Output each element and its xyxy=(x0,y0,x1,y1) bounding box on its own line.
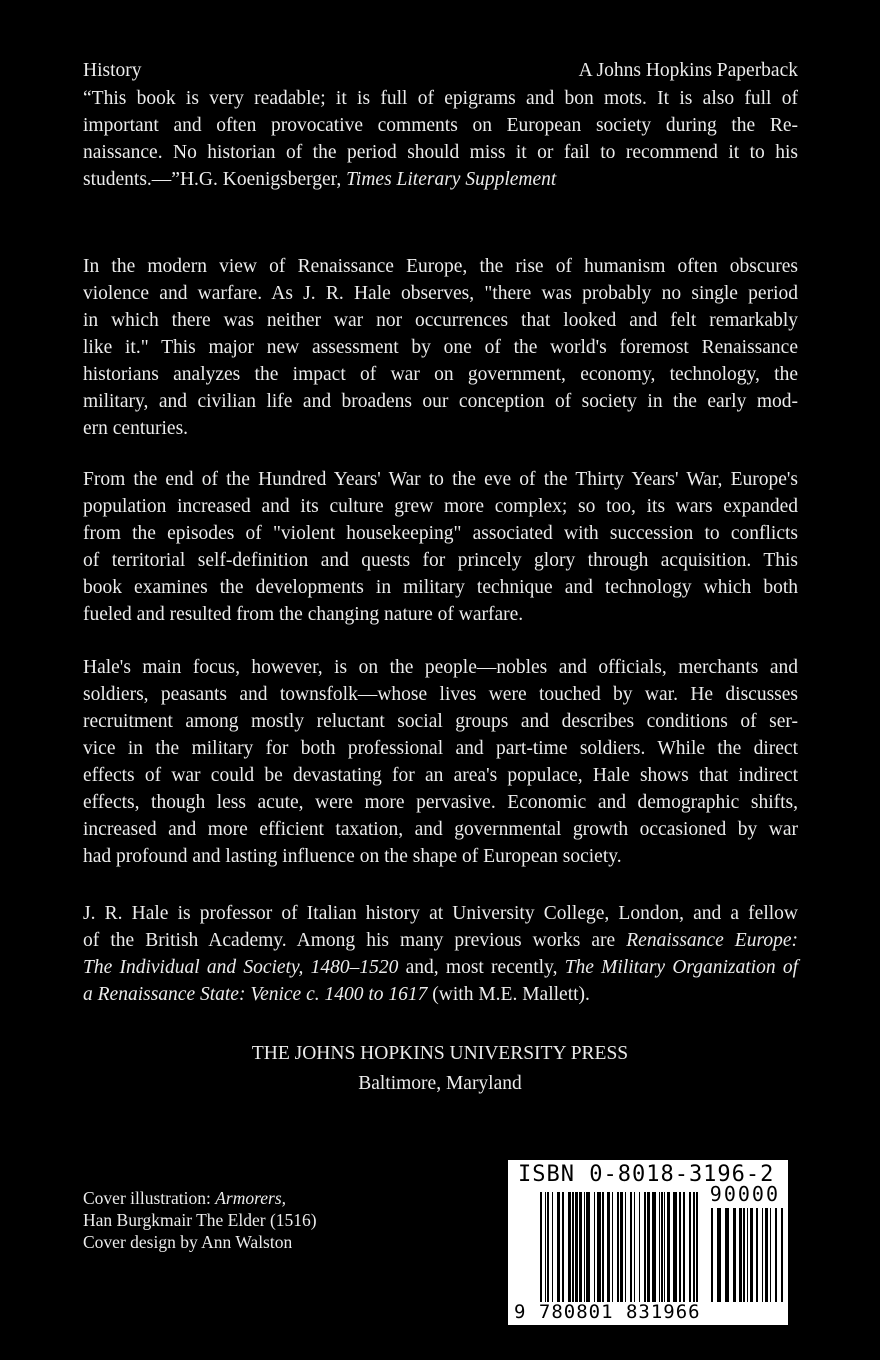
illustration-artist: Han Burgkmair The Elder (1516) xyxy=(83,1210,317,1230)
ean-number: 9 780801 831966 xyxy=(514,1301,701,1323)
paragraph-line: effects, though less acute, were more pervasive. Economic and demographic shifts, xyxy=(83,792,798,813)
barcode-bar xyxy=(562,1192,564,1302)
paragraph-line: had profound and lasting influence on the shape of European society. xyxy=(83,846,622,867)
paragraph-line: of territorial self-definition and quests for princely glory through acquisition. This xyxy=(83,550,798,571)
barcode-bar xyxy=(664,1192,665,1302)
barcode-bar xyxy=(617,1192,619,1302)
quote-line: “This book is very readable; it is full of epigrams and bon mots. It is also full of xyxy=(83,88,798,109)
barcode-bar xyxy=(747,1208,748,1302)
bio-line: J. R. Hale is professor of Italian history at University College, London, and a fellow xyxy=(83,903,798,924)
barcode-bar xyxy=(602,1192,604,1302)
barcode-bar xyxy=(639,1192,640,1302)
paragraph-line: population increased and its culture grew more complex; so too, its wars expanded xyxy=(83,496,798,517)
paragraph-line: like it." This major new assessment by one of the world's foremost Renaissance xyxy=(83,337,798,358)
barcode-bar xyxy=(743,1208,745,1302)
barcode-bar xyxy=(667,1192,670,1302)
bio-text: and, most recently, xyxy=(398,957,565,978)
paragraph-line: vice in the military for both professional and part-time soldiers. While the direct xyxy=(83,738,798,759)
barcode-bar xyxy=(597,1192,601,1302)
description-paragraph-1 xyxy=(83,253,798,442)
barcode-bar xyxy=(594,1192,595,1302)
paragraph-line: effects of war could be devastating for an area's populace, Hale shows that indirect xyxy=(83,765,798,786)
barcode-bar xyxy=(711,1208,713,1302)
review-quote xyxy=(83,85,798,193)
barcode-bar xyxy=(739,1208,742,1302)
paragraph-line: Hale's main focus, however, is on the people—nobles and officials, merchants and xyxy=(83,657,798,678)
quote-line: naissance. No historian of the period should miss it or fail to recommend it to his xyxy=(83,142,798,163)
bio-line xyxy=(83,954,798,981)
barcode-bar xyxy=(725,1208,729,1302)
bio-line xyxy=(83,927,798,954)
barcode-bar xyxy=(545,1192,546,1302)
description-paragraph-2 xyxy=(83,466,798,628)
barcode-bar xyxy=(689,1192,691,1302)
quote-attribution: students.—”H.G. Koenigsberger, xyxy=(83,169,347,190)
barcode-bar xyxy=(579,1192,582,1302)
description-paragraph-3 xyxy=(83,654,798,870)
barcode-bar xyxy=(644,1192,646,1302)
barcode-bar xyxy=(775,1208,777,1302)
barcode-bar xyxy=(625,1192,626,1302)
author-bio xyxy=(83,900,798,1008)
barcode-bar xyxy=(717,1208,721,1302)
barcode-bar xyxy=(679,1192,681,1302)
barcode-bar xyxy=(620,1192,623,1302)
barcode-bar xyxy=(673,1192,677,1302)
price-addon: 90000 xyxy=(709,1182,780,1206)
barcode-bar xyxy=(781,1208,783,1302)
paragraph-line: ern centuries. xyxy=(83,418,189,439)
barcode-bar xyxy=(586,1192,590,1302)
cover-designer: Cover design by Ann Walston xyxy=(83,1232,293,1252)
barcode-bar xyxy=(607,1192,610,1302)
quote-line xyxy=(83,166,798,193)
quote-line: important and often provocative comments on European society during the Re- xyxy=(83,115,798,136)
barcode-bar xyxy=(652,1192,656,1302)
book-title: a Renaissance State: Venice c. 1400 to 1617 xyxy=(83,984,428,1005)
barcode-bar xyxy=(683,1192,685,1302)
barcode-bar xyxy=(575,1192,578,1302)
barcode-bar xyxy=(696,1192,698,1302)
barcode-bar xyxy=(540,1192,542,1302)
paragraph-line: in which there was neither war nor occurrences that looked and felt remarkably xyxy=(83,310,798,331)
barcode-bar xyxy=(647,1192,650,1302)
paragraph-line: military, and civilian life and broadens our conception of society in the early mod- xyxy=(83,391,798,412)
book-title: Renaissance Europe: xyxy=(626,930,798,951)
barcode-bar xyxy=(661,1192,663,1302)
paragraph-line: fueled and resulted from the changing nature of warfare. xyxy=(83,604,524,625)
publisher-location: Baltimore, Maryland xyxy=(358,1073,522,1094)
barcode-bar xyxy=(572,1192,574,1302)
paragraph-line: In the modern view of Renaissance Europe, the rise of humanism often obscures xyxy=(83,256,798,277)
paragraph-line: increased and more efficient taxation, and governmental growth occasioned by war xyxy=(83,819,798,840)
series-label: A Johns Hopkins Paperback xyxy=(578,60,798,81)
publisher-name: THE JOHNS HOPKINS UNIVERSITY PRESS xyxy=(251,1043,629,1064)
barcode-bar xyxy=(630,1192,632,1302)
barcode-bar xyxy=(770,1208,771,1302)
isbn-number: ISBN 0-8018-3196-2 xyxy=(518,1162,775,1187)
barcode-bar xyxy=(634,1192,635,1302)
illustration-title: Armorers, xyxy=(215,1188,287,1208)
barcode-bar xyxy=(750,1208,753,1302)
barcode-bar xyxy=(612,1192,613,1302)
barcode-bar xyxy=(733,1208,736,1302)
category-label: History xyxy=(83,60,142,81)
barcode-bar xyxy=(756,1208,758,1302)
barcode-bar xyxy=(762,1208,763,1302)
paragraph-line: historians analyzes the impact of war on government, economy, technology, the xyxy=(83,364,798,385)
barcode-bar xyxy=(547,1192,549,1302)
barcode-bar xyxy=(765,1208,768,1302)
paragraph-line: violence and warfare. As J. R. Hale observes, "there was probably no single period xyxy=(83,283,798,304)
barcode-bar xyxy=(659,1192,660,1302)
barcode-bar xyxy=(557,1192,560,1302)
paragraph-line: book examines the developments in military technique and technology which both xyxy=(83,577,798,598)
book-title: The Individual and Society, 1480–1520 xyxy=(83,957,399,978)
paragraph-line: From the end of the Hundred Years' War to the eve of the Thirty Years' War, Europe's xyxy=(83,469,798,490)
paragraph-line: soldiers, peasants and townsfolk—whose lives were touched by war. He discusses xyxy=(83,684,798,705)
barcode-bar xyxy=(584,1192,585,1302)
book-title: The Military Organization of xyxy=(564,957,798,978)
bio-text: (with M.E. Mallett). xyxy=(427,984,590,1005)
bio-text: of the British Academy. Among his many previous works are xyxy=(83,930,627,951)
barcode-bar xyxy=(552,1192,553,1302)
isbn-barcode xyxy=(508,1160,788,1325)
illustration-label: Cover illustration: xyxy=(83,1188,216,1208)
barcode-bar xyxy=(568,1192,571,1302)
barcode-bar xyxy=(693,1192,695,1302)
cover-credits xyxy=(83,1187,317,1253)
bio-line xyxy=(83,981,798,1008)
paragraph-line: from the episodes of "violent housekeeping" associated with succession to conflicts xyxy=(83,523,798,544)
quote-source: Times Literary Supplement xyxy=(346,169,557,190)
paragraph-line: recruitment among mostly reluctant social groups and describes conditions of ser- xyxy=(83,711,798,732)
